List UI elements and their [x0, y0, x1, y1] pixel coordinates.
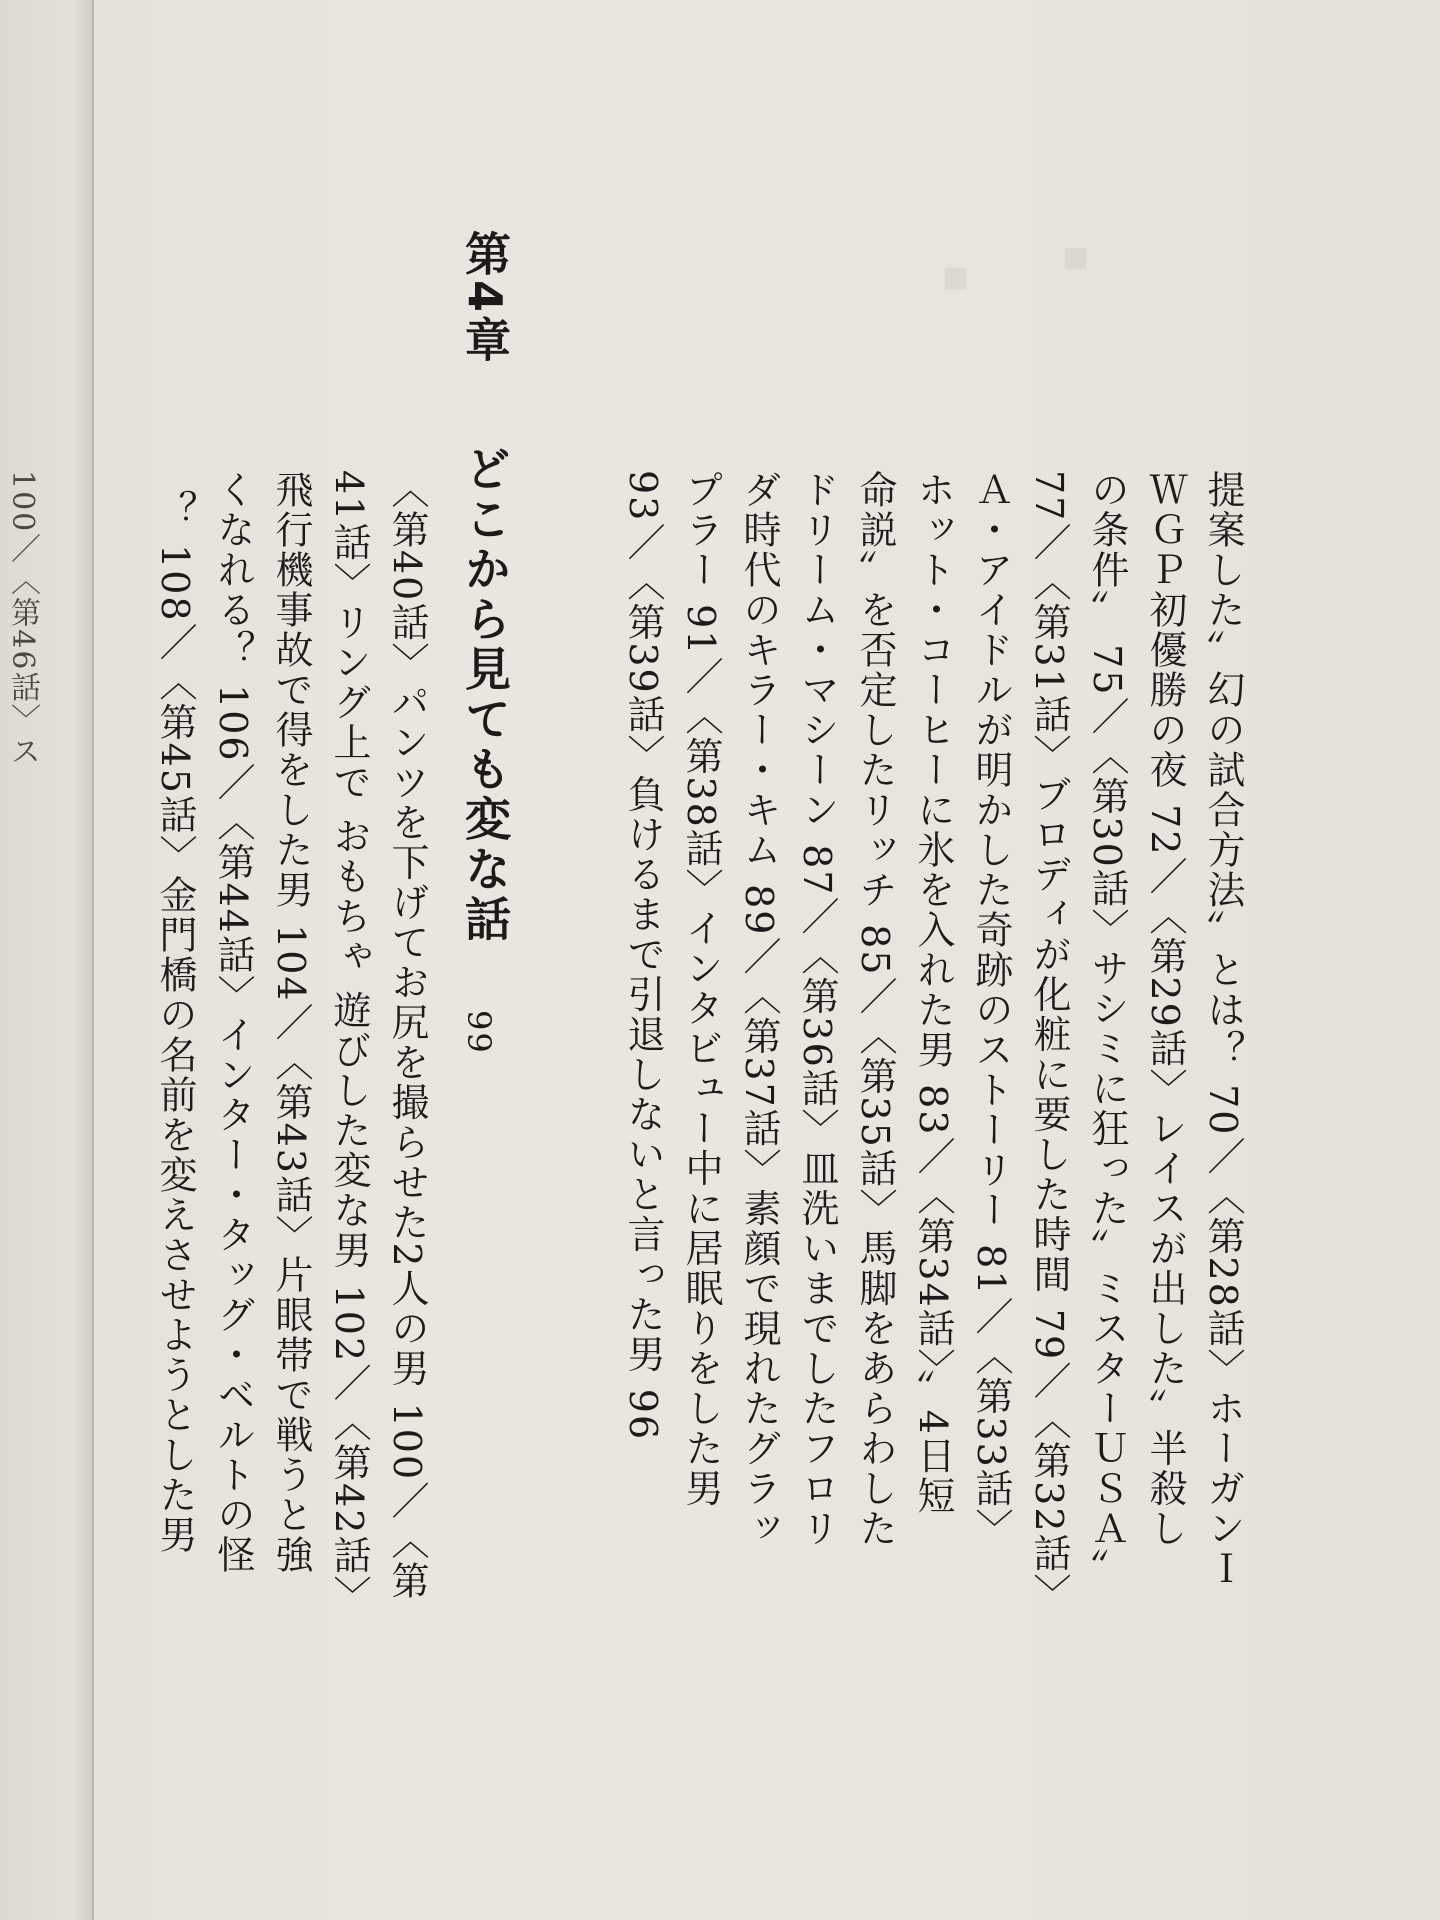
toc-line: ＷＧＰ初優勝の夜 72／〈第29話〉レイスが出した〞半殺し: [1143, 470, 1187, 1549]
toc-line: Ａ・アイドルが明かした奇跡のストーリー 81／〈第33話〉: [969, 470, 1013, 1549]
toc-line: ？ 108／〈第45話〉金門橋の名前を変えさせようとした男: [153, 490, 197, 1555]
toc-line: 93／〈第39話〉負けるまで引退しないと言った男 96: [621, 470, 665, 1442]
toc-line: 77／〈第31話〉ブロディが化粧に要した時間 79／〈第32話〉: [1027, 470, 1071, 1614]
toc-line: 提案した〞幻の試合方法〞とは？ 70／〈第28話〉ホーガンＩ: [1201, 470, 1245, 1589]
toc-line: 飛行機事故で得をした男 104／〈第43話〉片眼帯で戦うと強: [269, 470, 313, 1575]
toc-line: 〈第40話〉パンツを下げてお尻を撮らせた2人の男 100／〈第: [385, 470, 429, 1602]
toc-line: 命説〞を否定したリッチ 85／〈第35話〉馬脚をあらわした: [853, 470, 897, 1549]
show-through-mark: ▪: [930, 250, 981, 301]
toc-line: の条件〞 75／〈第30話〉サシミに狂った〞ミスターＵＳＡ〞: [1085, 470, 1129, 1589]
chapter-title: どこから見ても変な話: [458, 445, 512, 945]
toc-line: 41話〉リング上で おもちゃ 遊びした変な男 102／〈第42話〉: [327, 470, 371, 1616]
chapter-page-number: 99: [460, 1010, 498, 1055]
toc-line: ホット・コーヒーに氷を入れた男 83／〈第34話〉〞4日短: [911, 470, 955, 1516]
previous-page-text: 100／〈第46話〉ス: [5, 470, 40, 768]
previous-page-edge: [0, 0, 94, 1920]
show-through-mark: ▪: [1050, 230, 1101, 281]
toc-line: ドリーム・マシーン 87／〈第36話〉皿洗いまでしたフロリ: [795, 470, 839, 1549]
toc-line: くなれる？ 106／〈第44話〉インター・タッグ・ベルトの怪: [211, 470, 255, 1575]
chapter-label: 第4章: [458, 230, 512, 367]
toc-line: プラー 91／〈第38話〉インタビュー中に居眠りをした男: [679, 470, 723, 1509]
toc-line: ダ時代のキラー・キム 89／〈第37話〉素顔で現れたグラッ: [737, 470, 781, 1549]
